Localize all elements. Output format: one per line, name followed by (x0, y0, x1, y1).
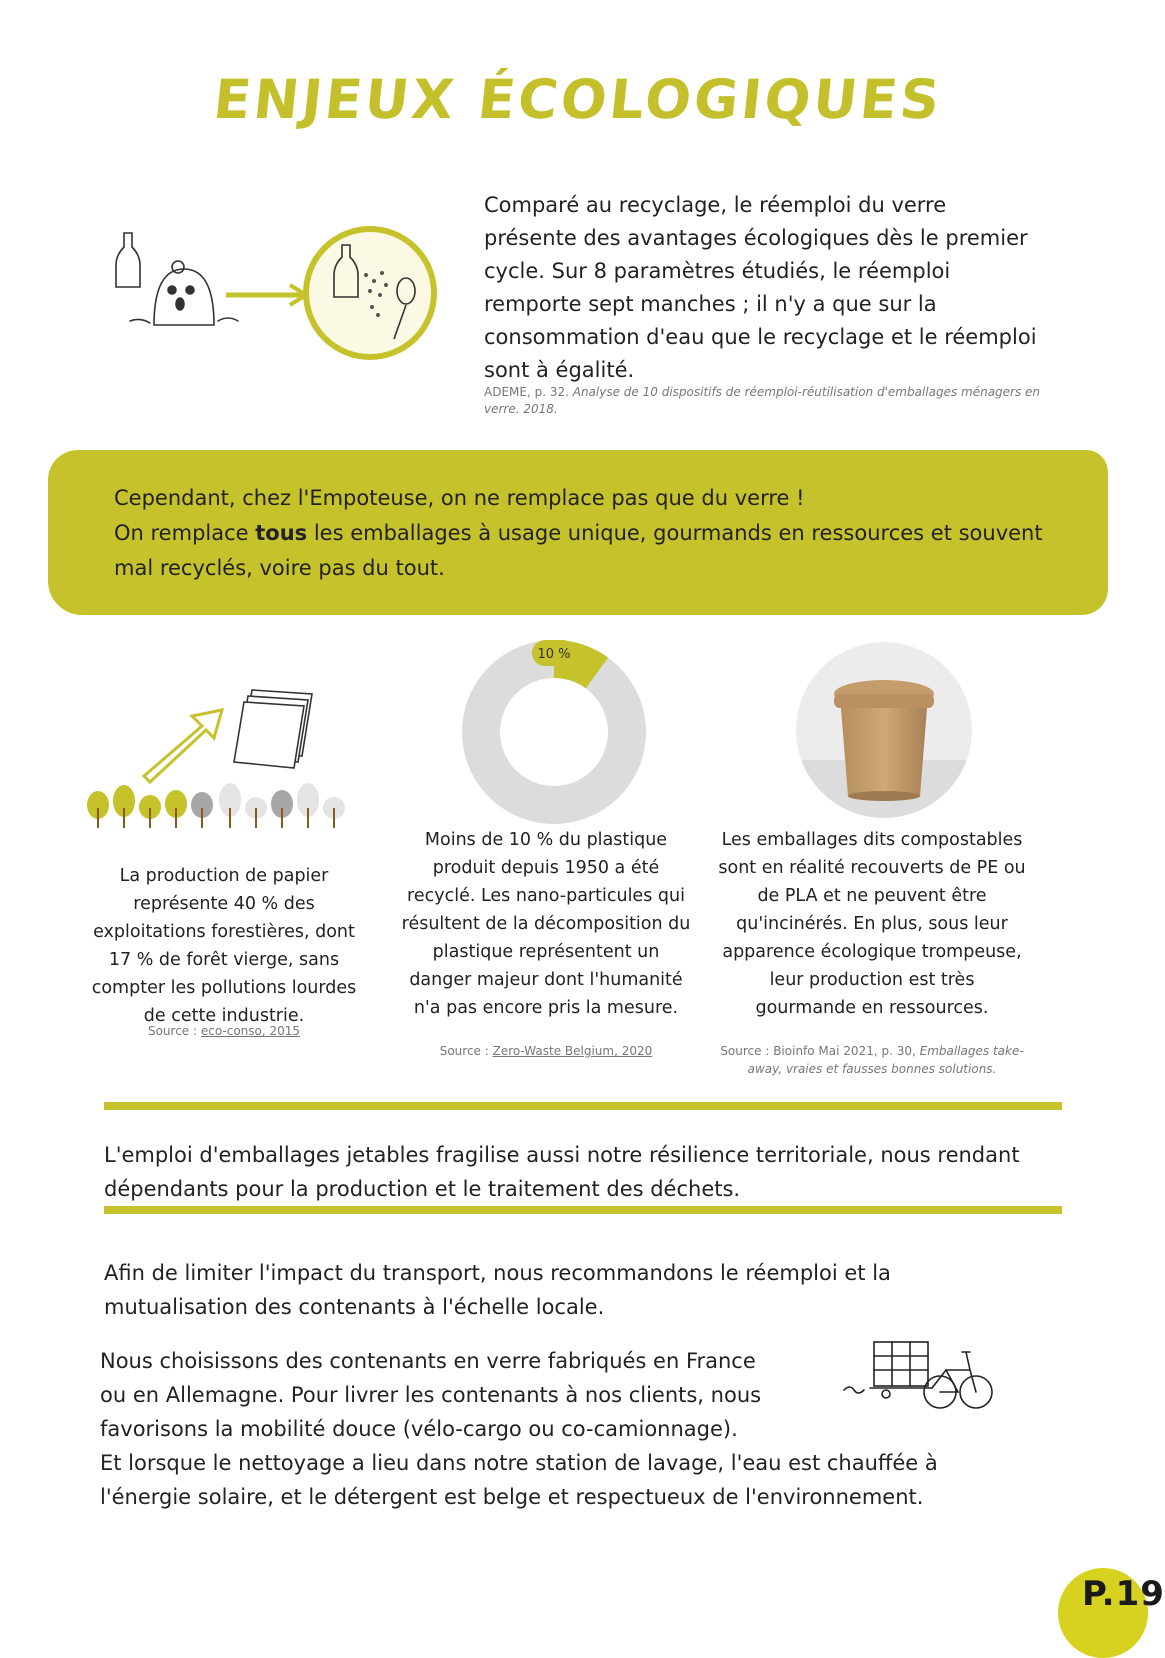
local-line-3: favorisons la mobilité douce (vélo-cargo ou co-camionnage). (100, 1417, 738, 1441)
compostable-cup-photo (794, 640, 974, 820)
bottle-icon (116, 233, 140, 287)
paper-text: La production de papier représente 40 % des exploitations forestières, dont 17 % de forêt vierge, sans compter les pollutions lourdes de cette industrie. (91, 866, 357, 1026)
source-title: Emballages take-away, vraies et fausses bonnes solutions. (747, 1044, 1024, 1076)
local-line-2: ou en Allemagne. Pour livrer les contenants à nos clients, nous (100, 1383, 762, 1407)
page-title: ENJEUX ÉCOLOGIQUES (210, 68, 946, 131)
tree-row-icon (87, 783, 345, 828)
banner-line-1: Cependant, chez l'Empoteuse, on ne remplace pas que du verre ! (114, 486, 805, 510)
banner-line-2-start: On remplace (114, 521, 256, 545)
source-prefix: Source : (439, 1044, 493, 1058)
divider-bottom (104, 1206, 1062, 1214)
forest-paper-illustration (84, 680, 374, 850)
transport-paragraph: Afin de limiter l'impact du transport, nous recommandons le réemploi et la mutualisation des contenants à l'échelle locale. (104, 1261, 891, 1319)
banner-bold-word: tous (255, 521, 308, 545)
resilience-paragraph: L'emploi d'emballages jetables fragilise aussi notre résilience territoriale, nous rendant dépendants pour la production et le traitement des déchets. (104, 1143, 1020, 1201)
source-prefix: ADEME, p. 32. (484, 385, 573, 399)
banner-line-2 (114, 516, 1074, 586)
donut-track (481, 659, 627, 805)
page-number: P.19 (1082, 1574, 1165, 1614)
crusher-icon (154, 269, 214, 325)
intro-paragraph: Comparé au recyclage, le réemploi du verre présente des avantages écologiques dès le premier cycle. Sur 8 paramètres étudiés, le réemploi remporte sept manches ; il n'y a que sur la consommation d'eau que le recyclage et le réemploi sont à égalité. (484, 193, 1037, 382)
banner-text (114, 481, 1074, 586)
intro-source (484, 384, 1044, 418)
source-prefix: Source : Bioinfo Mai 2021, p. 30, (720, 1044, 920, 1058)
paper-source (86, 1022, 362, 1040)
plastic-donut-chart (458, 640, 658, 820)
compost-source (718, 1042, 1026, 1078)
divider-top (104, 1102, 1062, 1110)
local-line-5: l'énergie solaire, et le détergent est belge et respectueux de l'environnement. (100, 1485, 924, 1509)
source-link[interactable]: Zero-Waste Belgium, 2020 (492, 1044, 653, 1058)
source-link[interactable]: eco-conso, 2015 (200, 1024, 301, 1038)
local-line-1: Nous choisissons des contenants en verre fabriqués en France (100, 1349, 756, 1373)
banner-line-2-end: les emballages à usage unique, gourmands en ressources et souvent mal recyclés, voire pas du tout. (114, 521, 1043, 580)
cargo-bike-icon (836, 1336, 1006, 1416)
source-title: Analyse de 10 dispositifs de réemploi-réutilisation d'emballages ménagers en verre. 2018. (484, 385, 1041, 416)
donut-label: 10 % (537, 647, 571, 662)
plastic-text: Moins de 10 % du plastique produit depuis 1950 a été recyclé. Les nano-particules qui résultent de la décomposition du plastique représentent un danger majeur dont l'humanité n'a pas encore pris la mesure. (401, 830, 691, 1018)
local-line-4: Et lorsque le nettoyage a lieu dans notre station de lavage, l'eau est chauffée à (100, 1451, 938, 1475)
paper-stack-icon (234, 690, 312, 768)
source-prefix: Source : (147, 1024, 201, 1038)
glass-recycling-illustration (110, 215, 430, 375)
arrow-outline-icon (144, 710, 222, 782)
plastic-source (400, 1042, 692, 1060)
compost-text: Les emballages dits compostables sont en réalité recouverts de PE ou de PLA et ne peuvent être qu'incinérés. En plus, sous leur apparence écologique trompeuse, leur production est très gourmande en ressources. (718, 830, 1026, 1018)
